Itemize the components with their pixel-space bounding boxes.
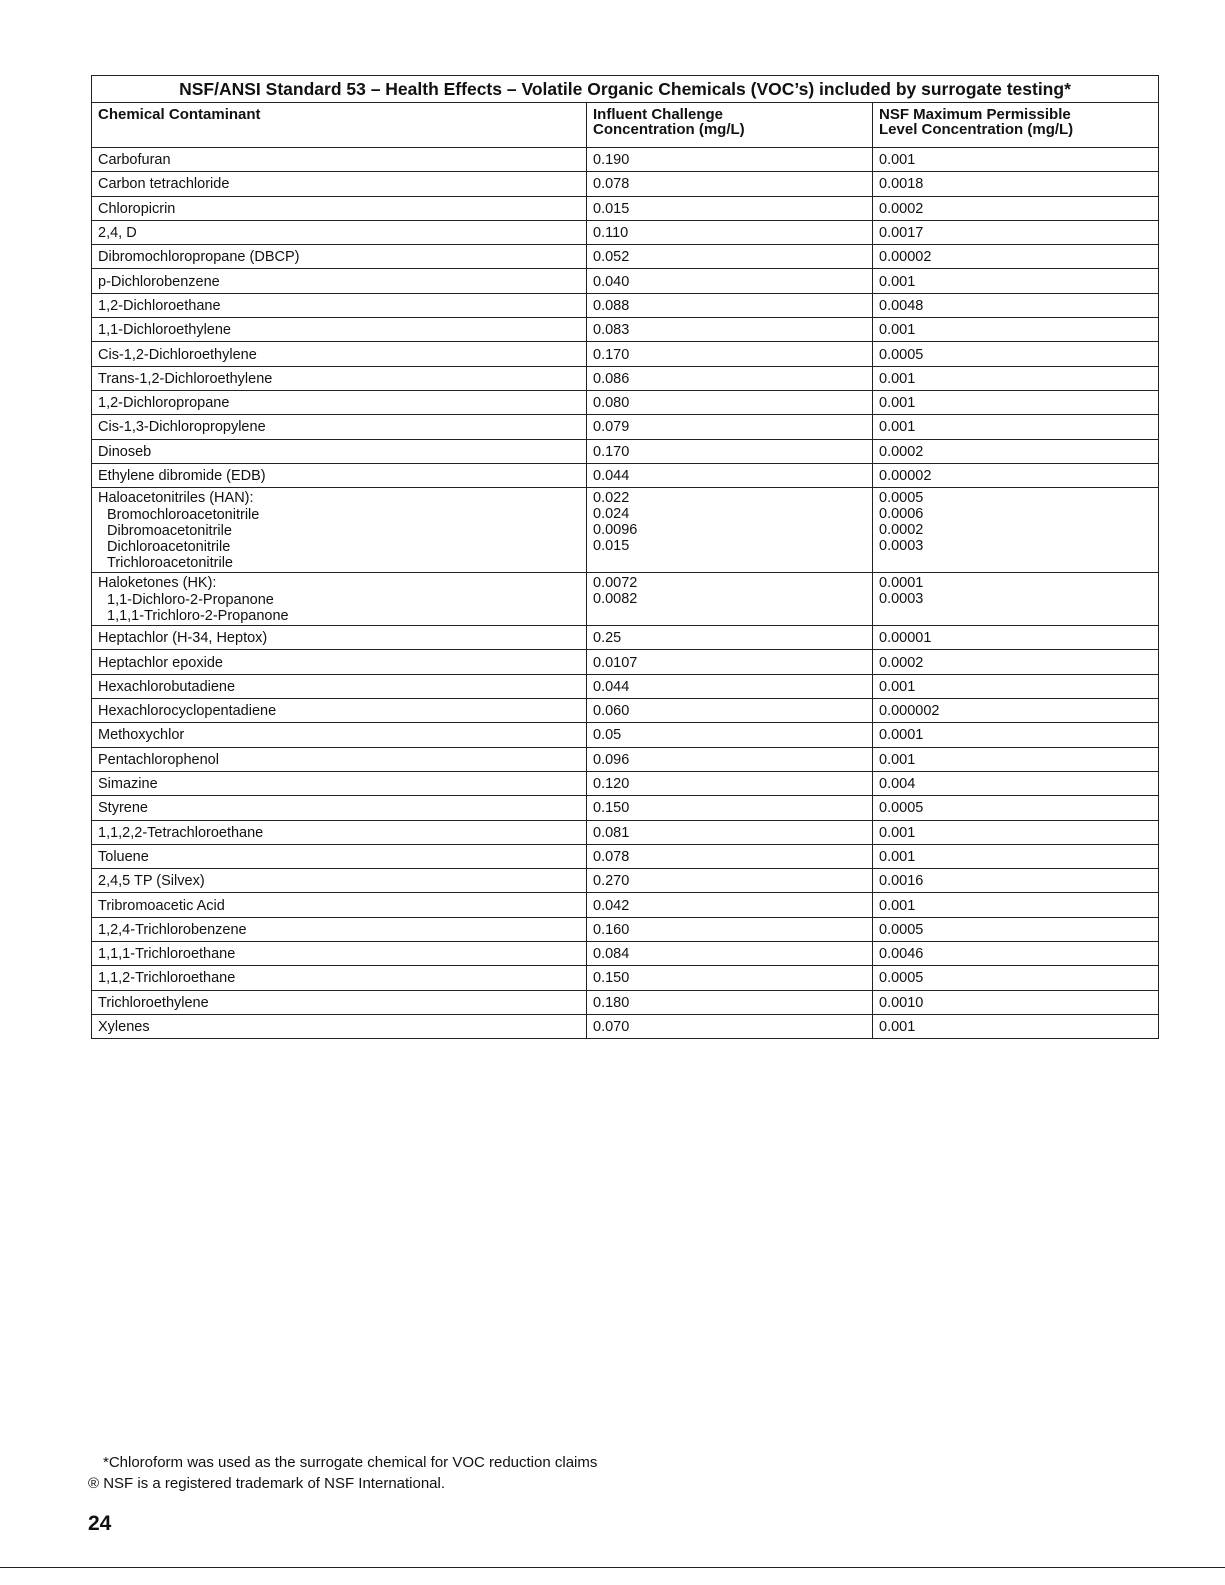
cell-contaminant: Trans-1,2-Dichloroethylene bbox=[92, 366, 587, 390]
group-item-influent: 0.022 bbox=[593, 490, 630, 507]
cell-contaminant: Dibromochloropropane (DBCP) bbox=[92, 245, 587, 269]
cell-influent: 0.070 bbox=[587, 1014, 873, 1038]
cell-contaminant: 1,2-Dichloroethane bbox=[92, 293, 587, 317]
cell-max-level: 0.0046 bbox=[873, 942, 1159, 966]
cell-contaminant: 1,1,1-Trichloroethane bbox=[92, 942, 587, 966]
cell-influent: 0.083 bbox=[587, 318, 873, 342]
cell-max-level: 0.001 bbox=[873, 674, 1159, 698]
cell-contaminant: Tribromoacetic Acid bbox=[92, 893, 587, 917]
cell-influent: 0.080 bbox=[587, 390, 873, 414]
cell-influent: 0.150 bbox=[587, 796, 873, 820]
cell-influent-group bbox=[587, 488, 873, 573]
cell-influent: 0.110 bbox=[587, 220, 873, 244]
group-item-influent: 0.015 bbox=[593, 538, 630, 555]
cell-influent: 0.040 bbox=[587, 269, 873, 293]
table-body-bottom bbox=[92, 626, 1159, 1039]
table-row-group bbox=[92, 488, 1159, 573]
cell-contaminant-group bbox=[92, 488, 587, 573]
column-header-row bbox=[92, 103, 1159, 148]
group-item-max-level: 0.0005 bbox=[879, 490, 924, 507]
table-row-group bbox=[92, 573, 1159, 626]
cell-influent: 0.096 bbox=[587, 747, 873, 771]
table-row bbox=[92, 172, 1159, 196]
table-row bbox=[92, 463, 1159, 487]
table-row bbox=[92, 917, 1159, 941]
group-item-influent: 0.0072 bbox=[593, 575, 638, 592]
cell-influent: 0.086 bbox=[587, 366, 873, 390]
cell-max-level: 0.001 bbox=[873, 390, 1159, 414]
cell-influent: 0.180 bbox=[587, 990, 873, 1014]
table-row bbox=[92, 1014, 1159, 1038]
cell-influent: 0.044 bbox=[587, 463, 873, 487]
cell-max-level: 0.0002 bbox=[873, 196, 1159, 220]
cell-contaminant: Simazine bbox=[92, 771, 587, 795]
cell-contaminant: 2,4, D bbox=[92, 220, 587, 244]
cell-influent: 0.078 bbox=[587, 172, 873, 196]
cell-influent: 0.079 bbox=[587, 415, 873, 439]
table-row bbox=[92, 148, 1159, 172]
cell-max-level: 0.0001 bbox=[873, 723, 1159, 747]
group-item-max-level: 0.0002 bbox=[879, 522, 924, 539]
cell-max-level-group bbox=[873, 488, 1159, 573]
cell-max-level: 0.001 bbox=[873, 844, 1159, 868]
cell-influent: 0.120 bbox=[587, 771, 873, 795]
group-item-name: Dichloroacetonitrile bbox=[107, 539, 231, 556]
cell-max-level: 0.0005 bbox=[873, 917, 1159, 941]
cell-max-level: 0.0017 bbox=[873, 220, 1159, 244]
cell-max-level: 0.004 bbox=[873, 771, 1159, 795]
table-row bbox=[92, 844, 1159, 868]
table-row bbox=[92, 893, 1159, 917]
cell-max-level: 0.001 bbox=[873, 269, 1159, 293]
cell-contaminant: Trichloroethylene bbox=[92, 990, 587, 1014]
cell-contaminant-group bbox=[92, 573, 587, 626]
table-row bbox=[92, 196, 1159, 220]
cell-contaminant: 1,1,2-Trichloroethane bbox=[92, 966, 587, 990]
cell-contaminant: 1,2-Dichloropropane bbox=[92, 390, 587, 414]
table-row bbox=[92, 626, 1159, 650]
cell-contaminant: Cis-1,2-Dichloroethylene bbox=[92, 342, 587, 366]
cell-influent: 0.084 bbox=[587, 942, 873, 966]
cell-max-level: 0.0002 bbox=[873, 439, 1159, 463]
cell-max-level: 0.001 bbox=[873, 366, 1159, 390]
group-item-influent: 0.0096 bbox=[593, 522, 638, 539]
cell-contaminant: Ethylene dibromide (EDB) bbox=[92, 463, 587, 487]
table-row bbox=[92, 869, 1159, 893]
page-number: 24 bbox=[88, 1512, 112, 1535]
group-item-max-level: 0.0006 bbox=[879, 506, 924, 523]
cell-contaminant: Heptachlor (H-34, Heptox) bbox=[92, 626, 587, 650]
group-name: Haloacetonitriles (HAN): bbox=[98, 490, 254, 507]
group-item-name: Trichloroacetonitrile bbox=[107, 555, 233, 572]
cell-max-level: 0.0048 bbox=[873, 293, 1159, 317]
header-line: Influent Challenge bbox=[593, 106, 724, 123]
cell-influent: 0.25 bbox=[587, 626, 873, 650]
cell-max-level: 0.0002 bbox=[873, 650, 1159, 674]
group-item-name: 1,1-Dichloro-2-Propanone bbox=[107, 592, 274, 609]
table-row bbox=[92, 293, 1159, 317]
cell-max-level: 0.001 bbox=[873, 747, 1159, 771]
cell-max-level: 0.00001 bbox=[873, 626, 1159, 650]
header-nsf-max-level bbox=[873, 103, 1159, 148]
cell-max-level: 0.001 bbox=[873, 318, 1159, 342]
cell-contaminant: Chloropicrin bbox=[92, 196, 587, 220]
cell-max-level: 0.00002 bbox=[873, 463, 1159, 487]
table-row bbox=[92, 966, 1159, 990]
header-line: Chemical Contaminant bbox=[98, 106, 261, 123]
table-body-groups bbox=[92, 488, 1159, 626]
table-row bbox=[92, 747, 1159, 771]
cell-influent: 0.150 bbox=[587, 966, 873, 990]
table-title: NSF/ANSI Standard 53 – Health Effects – Volatile Organic Chemicals (VOC’s) included by surrogate testing* bbox=[92, 76, 1159, 103]
group-item-name: Dibromoacetonitrile bbox=[107, 523, 232, 540]
bottom-rule bbox=[0, 1567, 1225, 1568]
cell-max-level: 0.001 bbox=[873, 893, 1159, 917]
cell-max-level-group bbox=[873, 573, 1159, 626]
header-chemical-contaminant bbox=[92, 103, 587, 148]
header-influent-challenge bbox=[587, 103, 873, 148]
cell-max-level: 0.0005 bbox=[873, 342, 1159, 366]
cell-contaminant: p-Dichlorobenzene bbox=[92, 269, 587, 293]
cell-influent: 0.015 bbox=[587, 196, 873, 220]
cell-contaminant: 1,2,4-Trichlorobenzene bbox=[92, 917, 587, 941]
cell-max-level: 0.0018 bbox=[873, 172, 1159, 196]
footnote-surrogate: *Chloroform was used as the surrogate chemical for VOC reduction claims bbox=[103, 1454, 598, 1471]
group-item-name: 1,1,1-Trichloro-2-Propanone bbox=[107, 608, 289, 625]
table-row bbox=[92, 390, 1159, 414]
table-row bbox=[92, 269, 1159, 293]
table-title-row bbox=[92, 76, 1159, 103]
table-row bbox=[92, 342, 1159, 366]
cell-influent: 0.078 bbox=[587, 844, 873, 868]
group-item-max-level: 0.0003 bbox=[879, 538, 924, 555]
header-line: NSF Maximum Permissible bbox=[879, 106, 1071, 123]
cell-max-level: 0.001 bbox=[873, 1014, 1159, 1038]
table-body-top bbox=[92, 148, 1159, 488]
table-row bbox=[92, 220, 1159, 244]
group-item-influent: 0.0082 bbox=[593, 591, 638, 608]
cell-contaminant: 1,1,2,2-Tetrachloroethane bbox=[92, 820, 587, 844]
voc-table bbox=[91, 75, 1159, 1039]
header-line: Concentration (mg/L) bbox=[593, 121, 745, 138]
cell-contaminant: Pentachlorophenol bbox=[92, 747, 587, 771]
group-item-max-level: 0.0003 bbox=[879, 591, 924, 608]
table-row bbox=[92, 674, 1159, 698]
cell-influent: 0.170 bbox=[587, 439, 873, 463]
table-row bbox=[92, 990, 1159, 1014]
table-row bbox=[92, 318, 1159, 342]
cell-influent: 0.0107 bbox=[587, 650, 873, 674]
table-row bbox=[92, 366, 1159, 390]
cell-max-level: 0.001 bbox=[873, 820, 1159, 844]
group-item-name: Bromochloroacetonitrile bbox=[107, 507, 260, 524]
cell-max-level: 0.00002 bbox=[873, 245, 1159, 269]
cell-max-level: 0.0005 bbox=[873, 796, 1159, 820]
cell-contaminant: 2,4,5 TP (Silvex) bbox=[92, 869, 587, 893]
cell-influent: 0.270 bbox=[587, 869, 873, 893]
cell-contaminant: Carbon tetrachloride bbox=[92, 172, 587, 196]
cell-contaminant: Hexachlorobutadiene bbox=[92, 674, 587, 698]
cell-contaminant: Methoxychlor bbox=[92, 723, 587, 747]
cell-max-level: 0.0005 bbox=[873, 966, 1159, 990]
table-row bbox=[92, 796, 1159, 820]
table-row bbox=[92, 820, 1159, 844]
cell-influent: 0.160 bbox=[587, 917, 873, 941]
cell-contaminant: Xylenes bbox=[92, 1014, 587, 1038]
table-row bbox=[92, 415, 1159, 439]
cell-max-level: 0.001 bbox=[873, 415, 1159, 439]
cell-contaminant: Cis-1,3-Dichloropropylene bbox=[92, 415, 587, 439]
cell-contaminant: 1,1-Dichloroethylene bbox=[92, 318, 587, 342]
table-row bbox=[92, 439, 1159, 463]
cell-influent: 0.081 bbox=[587, 820, 873, 844]
table-row bbox=[92, 942, 1159, 966]
footnote-trademark: ® NSF is a registered trademark of NSF International. bbox=[88, 1475, 446, 1492]
cell-contaminant: Dinoseb bbox=[92, 439, 587, 463]
cell-influent: 0.060 bbox=[587, 699, 873, 723]
cell-contaminant: Carbofuran bbox=[92, 148, 587, 172]
cell-influent: 0.044 bbox=[587, 674, 873, 698]
table-row bbox=[92, 699, 1159, 723]
header-line: Level Concentration (mg/L) bbox=[879, 121, 1074, 138]
table-row bbox=[92, 245, 1159, 269]
cell-contaminant: Heptachlor epoxide bbox=[92, 650, 587, 674]
cell-max-level: 0.001 bbox=[873, 148, 1159, 172]
cell-influent: 0.190 bbox=[587, 148, 873, 172]
group-item-max-level: 0.0001 bbox=[879, 575, 924, 592]
cell-influent: 0.052 bbox=[587, 245, 873, 269]
cell-contaminant: Toluene bbox=[92, 844, 587, 868]
table-row bbox=[92, 771, 1159, 795]
cell-influent-group bbox=[587, 573, 873, 626]
group-item-influent: 0.024 bbox=[593, 506, 630, 523]
cell-max-level: 0.0016 bbox=[873, 869, 1159, 893]
cell-influent: 0.042 bbox=[587, 893, 873, 917]
cell-contaminant: Styrene bbox=[92, 796, 587, 820]
table-row bbox=[92, 650, 1159, 674]
cell-influent: 0.170 bbox=[587, 342, 873, 366]
table-row bbox=[92, 723, 1159, 747]
cell-max-level: 0.0010 bbox=[873, 990, 1159, 1014]
cell-influent: 0.088 bbox=[587, 293, 873, 317]
cell-contaminant: Hexachlorocyclopentadiene bbox=[92, 699, 587, 723]
group-name: Haloketones (HK): bbox=[98, 575, 217, 592]
cell-influent: 0.05 bbox=[587, 723, 873, 747]
cell-max-level: 0.000002 bbox=[873, 699, 1159, 723]
